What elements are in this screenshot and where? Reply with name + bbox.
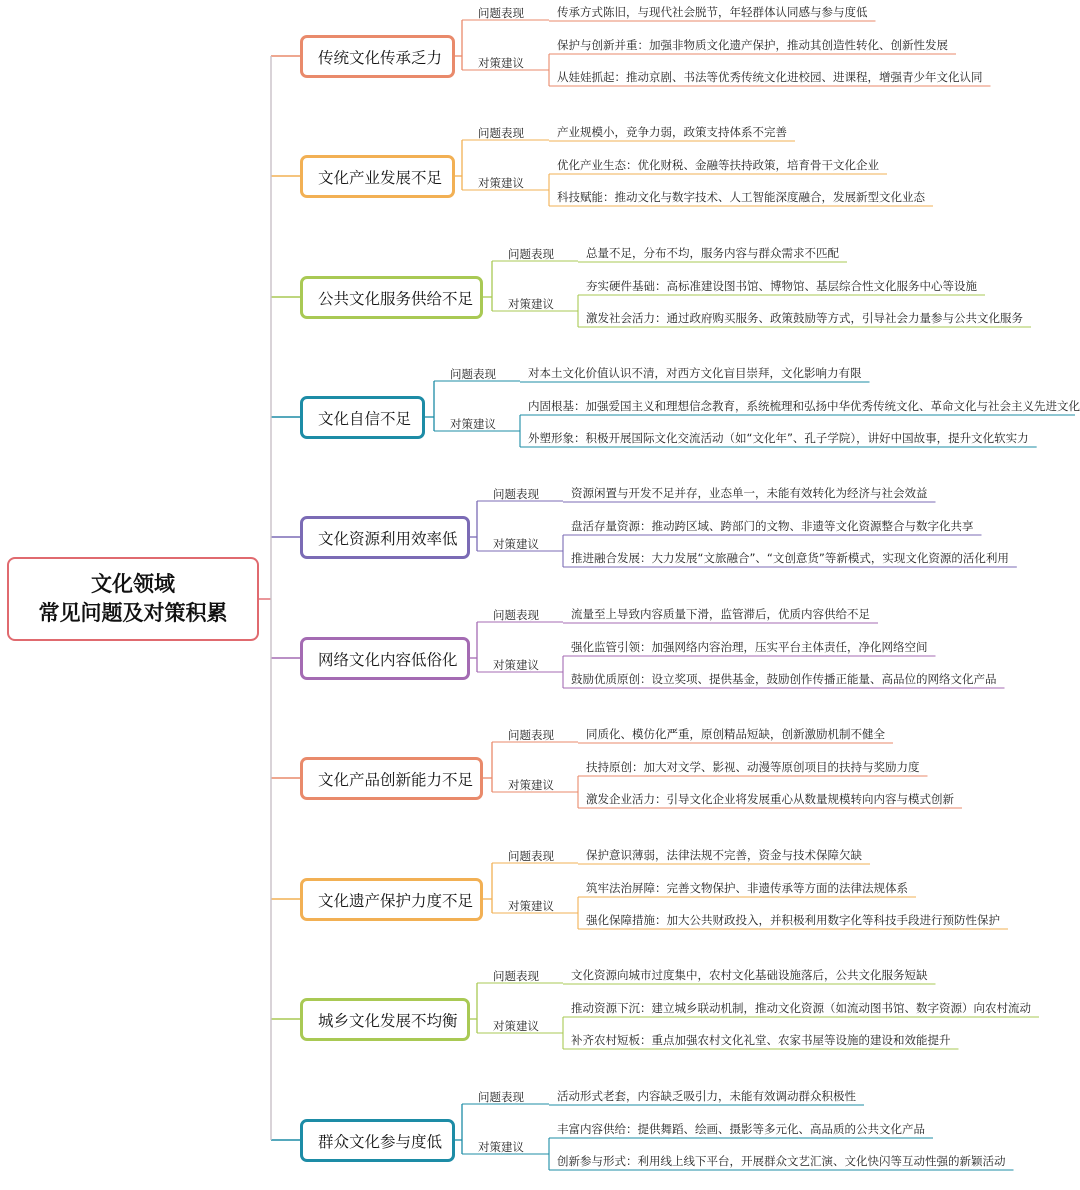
- root-title-line2: 常见问题及对策积累: [38, 601, 228, 625]
- topic-node[interactable]: 网络文化内容低俗化: [300, 637, 470, 680]
- measure-text: 扶持原创：加大对文学、影视、动漫等原创项目的扶持与奖励力度: [586, 760, 920, 774]
- measures-label: 对策建议: [508, 899, 554, 913]
- measure-text: 创新参与形式：利用线上线下平台，开展群众文艺汇演、文化快闪等互动性强的新颖活动: [557, 1154, 1006, 1168]
- topic-node[interactable]: 群众文化参与度低: [300, 1119, 455, 1162]
- measure-text: 鼓励优质原创：设立奖项、提供基金，鼓励创作传播正能量、高品位的网络文化产品: [571, 672, 997, 686]
- root-title-line1: 文化领域: [91, 572, 175, 596]
- measure-text: 激发企业活力：引导文化企业将发展重心从数量规模转向内容与模式创新: [586, 792, 954, 806]
- problem-text: 流量至上导致内容质量下滑，监管滞后，优质内容供给不足: [571, 607, 870, 621]
- measure-text: 筑牢法治屏障：完善文物保护、非遗传承等方面的法律法规体系: [586, 881, 908, 895]
- measure-text: 推动资源下沉：建立城乡联动机制，推动文化资源（如流动图书馆、数字资源）向农村流动: [571, 1001, 1031, 1015]
- problem-label: 问题表现: [493, 969, 539, 983]
- measure-text: 激发社会活力：通过政府购买服务、政策鼓励等方式，引导社会力量参与公共文化服务: [586, 311, 1023, 325]
- measure-text: 从娃娃抓起：推动京剧、书法等优秀传统文化进校园、进课程，增强青少年文化认同: [557, 70, 983, 84]
- problem-label: 问题表现: [508, 728, 554, 742]
- topic-node[interactable]: 文化遗产保护力度不足: [300, 878, 483, 921]
- problem-text: 文化资源向城市过度集中，农村文化基础设施落后，公共文化服务短缺: [571, 968, 928, 982]
- topic-node[interactable]: 文化产业发展不足: [300, 155, 455, 198]
- measure-text: 优化产业生态：优化财税、金融等扶持政策，培育骨干文化企业: [557, 158, 879, 172]
- measures-label: 对策建议: [478, 176, 524, 190]
- measure-text: 强化保障措施：加大公共财政投入，并积极利用数字化等科技手段进行预防性保护: [586, 913, 1000, 927]
- measures-label: 对策建议: [508, 778, 554, 792]
- measure-text: 丰富内容供给：提供舞蹈、绘画、摄影等多元化、高品质的公共文化产品: [557, 1122, 925, 1136]
- measures-label: 对策建议: [493, 537, 539, 551]
- topic-node[interactable]: 城乡文化发展不均衡: [300, 998, 470, 1041]
- topic-node[interactable]: 文化产品创新能力不足: [300, 757, 483, 800]
- problem-text: 产业规模小，竞争力弱，政策支持体系不完善: [557, 125, 787, 139]
- problem-label: 问题表现: [478, 126, 524, 140]
- problem-label: 问题表现: [450, 367, 496, 381]
- measure-text: 保护与创新并重：加强非物质文化遗产保护，推动其创造性转化、创新性发展: [557, 38, 948, 52]
- problem-text: 保护意识薄弱，法律法规不完善，资金与技术保障欠缺: [586, 848, 862, 862]
- problem-label: 问题表现: [493, 487, 539, 501]
- measure-text: 补齐农村短板：重点加强农村文化礼堂、农家书屋等设施的建设和效能提升: [571, 1033, 951, 1047]
- problem-text: 传承方式陈旧，与现代社会脱节，年轻群体认同感与参与度低: [557, 5, 868, 19]
- root-node[interactable]: [7, 557, 259, 641]
- topic-node[interactable]: 文化自信不足: [300, 396, 425, 439]
- measures-label: 对策建议: [508, 297, 554, 311]
- problem-text: 总量不足，分布不均，服务内容与群众需求不匹配: [586, 246, 839, 260]
- measures-label: 对策建议: [478, 1140, 524, 1154]
- topic-node[interactable]: 传统文化传承乏力: [300, 35, 455, 78]
- problem-label: 问题表现: [478, 1090, 524, 1104]
- measure-text: 内固根基：加强爱国主义和理想信念教育，系统梳理和弘扬中华优秀传统文化、革命文化与社会主义先进文化: [528, 399, 1080, 413]
- measures-label: 对策建议: [493, 1019, 539, 1033]
- topic-node[interactable]: 公共文化服务供给不足: [300, 276, 483, 319]
- measure-text: 外塑形象：积极开展国际文化交流活动（如“文化年”、孔子学院），讲好中国故事，提升文化软实力: [528, 431, 1029, 445]
- topic-node[interactable]: 文化资源利用效率低: [300, 516, 470, 559]
- measure-text: 盘活存量资源：推动跨区域、跨部门的文物、非遗等文化资源整合与数字化共享: [571, 519, 974, 533]
- problem-text: 对本土文化价值认识不清，对西方文化盲目崇拜，文化影响力有限: [528, 366, 862, 380]
- measure-text: 科技赋能：推动文化与数字技术、人工智能深度融合，发展新型文化业态: [557, 190, 925, 204]
- measure-text: 夯实硬件基础：高标准建设图书馆、博物馆、基层综合性文化服务中心等设施: [586, 279, 977, 293]
- problem-label: 问题表现: [508, 247, 554, 261]
- problem-label: 问题表现: [493, 608, 539, 622]
- measures-label: 对策建议: [478, 56, 524, 70]
- problem-label: 问题表现: [478, 6, 524, 20]
- problem-text: 同质化、模仿化严重，原创精品短缺，创新激励机制不健全: [586, 727, 885, 741]
- problem-text: 活动形式老套，内容缺乏吸引力，未能有效调动群众积极性: [557, 1089, 856, 1103]
- problem-label: 问题表现: [508, 849, 554, 863]
- problem-text: 资源闲置与开发不足并存，业态单一，未能有效转化为经济与社会效益: [571, 486, 928, 500]
- measures-label: 对策建议: [450, 417, 496, 431]
- measures-label: 对策建议: [493, 658, 539, 672]
- measure-text: 强化监管引领：加强网络内容治理，压实平台主体责任，净化网络空间: [571, 640, 928, 654]
- measure-text: 推进融合发展：大力发展“文旅融合”、“文创意货”等新模式，实现文化资源的活化利用: [571, 551, 1009, 565]
